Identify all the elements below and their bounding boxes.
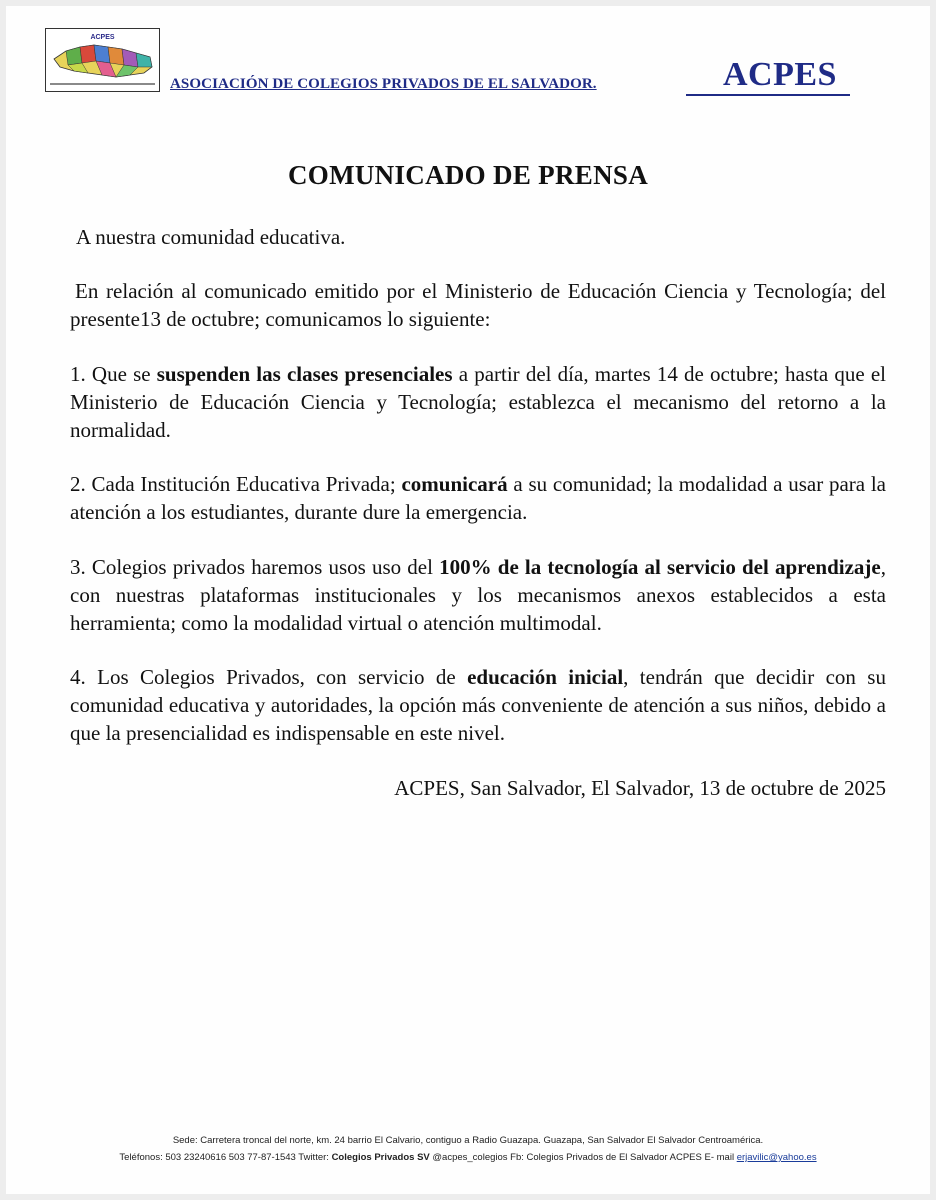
list-item: 2. Cada Institución Educativa Privada; comunicará a su comunidad; la modalidad a usar para la atención a los estudiantes, durante dure la emergencia. [70, 472, 886, 524]
association-name: ASOCIACIÓN DE COLEGIOS PRIVADOS DE EL SALVADOR. [170, 76, 597, 92]
footer-address: Sede: Carretera troncal del norte, km. 24 barrio El Calvario, contiguo a Radio Guazapa. Guazapa, San Salvador El Salvador Centroamérica. [172, 1135, 764, 1146]
salutation: A nuestra comunidad educativa. [76, 225, 346, 249]
list-item: 4. Los Colegios Privados, con servicio de educación inicial, tendrán que decidir con su comunidad educativa y autoridades, la opción más conveniente de atención a sus niños, debido a que la presencialidad es indispensable en este nivel. [70, 665, 886, 745]
intro-paragraph: En relación al comunicado emitido por el Ministerio de Educación Ciencia y Tecnología; del presente13 de octubre; comunicamos lo siguiente: [70, 279, 886, 331]
list-item: 3. Colegios privados haremos usos uso del 100% de la tecnología al servicio del aprendizaje, con nuestras plataformas institucionales y los mecanismos anexos establecidos a esta herramienta; como la modalidad virtual o atención multimodal. [70, 555, 886, 635]
acronym-heading: ACPES [723, 56, 837, 93]
footer-contact: Teléfonos: 503 23240616 503 77-87-1543 Twitter: Colegios Privados SV @acpes_colegios Fb: Colegios Privados de El Salvador ACPES E- mail erjavilic@yahoo.es [119, 1152, 817, 1163]
email-link[interactable]: erjavilic@yahoo.es [736, 1152, 817, 1163]
logo-tagline-bar [50, 83, 155, 85]
page-title: COMUNICADO DE PRENSA [287, 160, 648, 190]
header-underline [686, 94, 850, 96]
signoff: ACPES, San Salvador, El Salvador, 13 de octubre de 2025 [394, 776, 886, 800]
acpes-logo [45, 28, 160, 92]
logo-acronym: ACPES [90, 34, 115, 41]
list-item: 1. Que se suspenden las clases presenciales a partir del día, martes 14 de octubre; hasta que el Ministerio de Educación Ciencia y Tecnología; establezca el mecanismo del retorno a la normalidad. [70, 362, 886, 442]
